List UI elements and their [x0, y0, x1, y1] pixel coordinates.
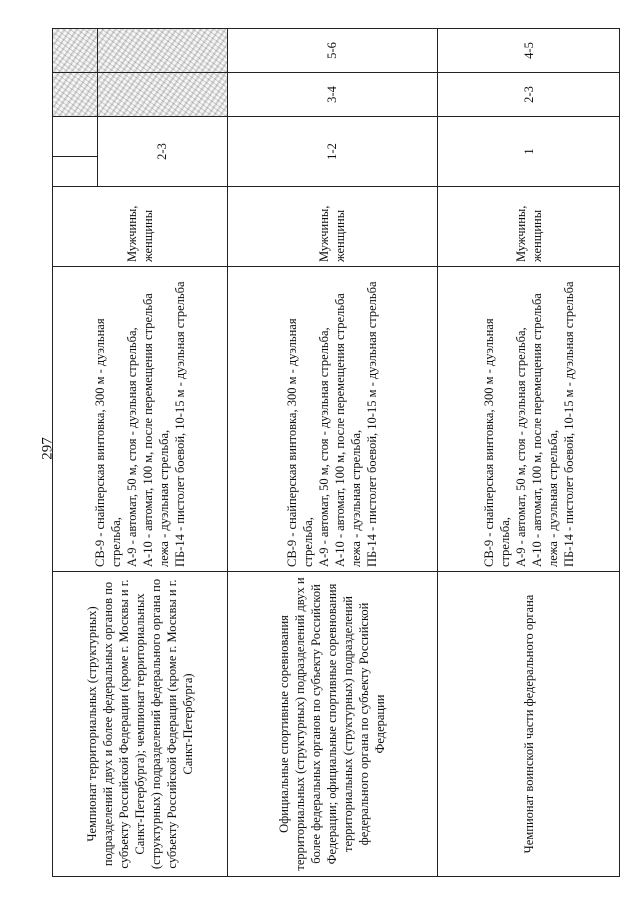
competition-cell: Чемпионат территориальных (структурных) подразделений двух и более федеральных органов по субъекту Российской Федерации (кроме г. Москвы и г. Санкт-Петербурга); чемпионат территориальных (структурных) подразделений федерального органа по субъекту Российской Федерации (кроме г. Москвы и г. Санкт-Петербурга) — [53, 572, 228, 877]
rotated-table-container — [52, 29, 620, 877]
place-cell — [98, 73, 228, 117]
place-cell: 1 — [438, 117, 620, 187]
place-cell: 2-3 — [438, 73, 620, 117]
competition-cell: Официальные спортивные соревнования территориальных (структурных) подразделений двух и более федеральных органов по субъекту Российской Федерации; официальные спортивные соревнования территориальных (структурных) подразделений федерального органа по субъекту Российской Федерации — [227, 572, 438, 877]
discipline-line: ПБ-14 - пистолет боевой, 10-15 м - дуэльная стрельба — [561, 281, 576, 567]
place-cell: 2-3 — [98, 117, 228, 187]
disciplines-cell — [227, 267, 438, 572]
discipline-line: А-9 - автомат, 50 м, стоя - дуэльная стрельба, — [317, 327, 332, 567]
sex-cell: Мужчины, женщины — [53, 187, 228, 267]
table-row — [438, 29, 620, 877]
disciplines-cell — [53, 267, 228, 572]
place-cell: 4-5 — [438, 29, 620, 73]
discipline-line: А-9 - автомат, 50 м, стоя - дуэльная стрельба, — [513, 327, 528, 567]
competition-cell: Чемпионат воинской части федерального органа — [438, 572, 620, 877]
sex-cell: Мужчины, женщины — [438, 187, 620, 267]
shaded-cell — [53, 29, 98, 73]
place-cell — [98, 29, 228, 73]
place-cell: 1-2 — [227, 117, 438, 187]
place-cell: 3-4 — [227, 73, 438, 117]
shaded-cell — [53, 73, 98, 117]
blank-cell — [53, 157, 98, 187]
discipline-line: А-10 - автомат, 100 м, после перемещения стрельба лежа - дуэльная стрельба, — [529, 293, 560, 567]
discipline-line: СВ-9 - снайперская винтовка, 300 м - дуэльная стрельба, — [285, 318, 316, 567]
discipline-line: А-9 - автомат, 50 м, стоя - дуэльная стрельба, — [124, 327, 139, 567]
sex-cell: Мужчины, женщины — [227, 187, 438, 267]
discipline-line: ПБ-14 - пистолет боевой, 10-15 м - дуэльная стрельба — [365, 281, 380, 567]
blank-cell — [53, 117, 98, 157]
disciplines-cell — [438, 267, 620, 572]
page-number: 297 — [39, 437, 56, 460]
table-row — [53, 29, 98, 877]
discipline-line: ПБ-14 - пистолет боевой, 10-15 м - дуэльная стрельба — [172, 281, 187, 567]
sports-ranking-table — [52, 28, 620, 877]
discipline-line: А-10 - автомат, 100 м, после перемещения стрельба лежа - дуэльная стрельба, — [140, 293, 171, 567]
place-cell: 5-6 — [227, 29, 438, 73]
discipline-line: СВ-9 - снайперская винтовка, 300 м - дуэльная стрельба, — [481, 318, 512, 567]
discipline-line: СВ-9 - снайперская винтовка, 300 м - дуэльная стрельба, — [92, 318, 123, 567]
table-row — [227, 29, 438, 877]
discipline-line: А-10 - автомат, 100 м, после перемещения стрельба лежа - дуэльная стрельба, — [333, 293, 364, 567]
